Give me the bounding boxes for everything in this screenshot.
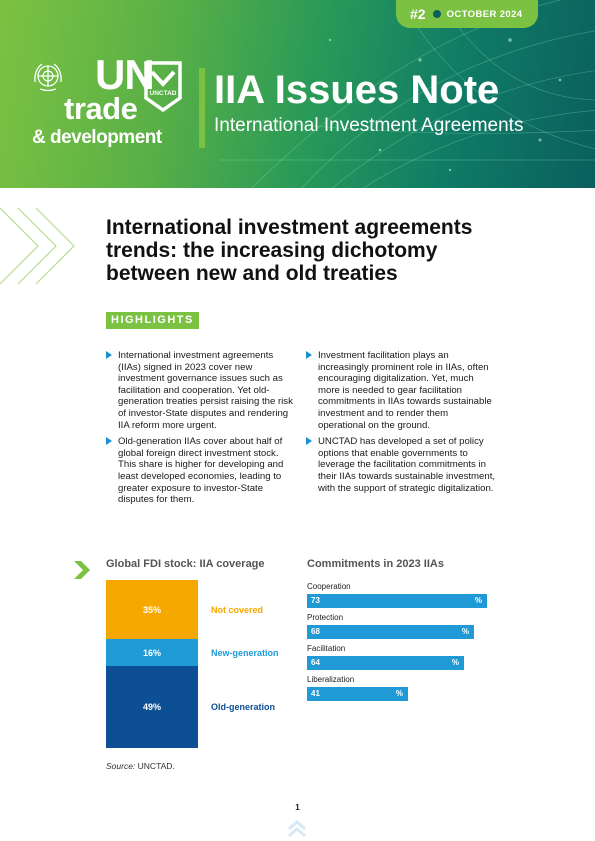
highlights-right-column — [306, 350, 496, 499]
commitment-label: Cooperation — [307, 582, 351, 591]
source-prefix: Source: — [106, 761, 136, 771]
commitments-bar-chart — [307, 582, 482, 706]
note-title: IIA Issues Note — [214, 68, 500, 112]
source-text: UNCTAD. — [135, 761, 175, 771]
commitment-row — [307, 582, 482, 613]
issue-number: #2 — [410, 6, 426, 22]
issue-tab — [396, 0, 538, 28]
header-banner — [0, 0, 595, 188]
issue-dot-icon — [433, 10, 441, 18]
commitment-value: 73 — [311, 596, 320, 605]
highlights-badge: HIGHLIGHTS — [106, 312, 199, 329]
segment-label-new-generation: New-generation — [211, 647, 279, 658]
commitment-row — [307, 613, 469, 644]
commitment-bar — [307, 687, 408, 701]
commitment-percent-sign: % — [461, 627, 469, 636]
commitment-label: Protection — [307, 613, 344, 622]
commitment-value: 64 — [311, 658, 320, 667]
commitment-value: 41 — [311, 689, 320, 698]
headline: International investment agreements trends: the increasing dichotomy between new and old treaties — [106, 216, 473, 285]
chevron-decoration-icon — [0, 206, 90, 286]
highlight-item: Old-generation IIAs cover about half of global foreign direct investment stock. This share is higher for developing and least developed economies, leading to greater exposure to investor-State disputes for them. — [106, 436, 296, 506]
bar-segment-not-covered: 35% — [106, 580, 198, 639]
commitment-percent-sign: % — [451, 658, 459, 667]
logo-un-text: UN — [95, 51, 154, 98]
commitment-row — [307, 644, 459, 675]
issue-date: OCTOBER 2024 — [446, 8, 523, 20]
segment-label-old-generation: Old-generation — [211, 702, 276, 712]
un-trade-development-logo — [32, 51, 182, 154]
commitment-label: Facilitation — [307, 644, 346, 653]
highlights-left-column — [106, 350, 296, 511]
bar-segment-old-generation: 49% — [106, 666, 198, 748]
title-divider — [199, 68, 205, 148]
figure-source — [106, 761, 175, 771]
commitment-percent-sign: % — [474, 596, 482, 605]
unctad-mark-icon — [143, 60, 183, 116]
commitments-chart-title: Commitments in 2023 IIAs — [307, 558, 444, 570]
highlight-item: International investment agreements (IIAs) signed in 2023 cover new investment governance issues such as facilitation and cooperation. Yet old-generation treaties persist raising the risk of investor-State disputes and rendering IIA reform more urgent. — [106, 350, 296, 431]
commitment-bar — [307, 625, 474, 639]
note-subtitle: International Investment Agreements — [214, 115, 524, 136]
highlight-item: Investment facilitation plays an increasingly prominent role in IIAs, often encouraging digitalization. Yet, much more is needed to gear facilitation commitments in IIAs towards sustainable investment and to render them operational on the ground. — [306, 350, 496, 431]
commitment-bar — [307, 656, 464, 670]
commitment-percent-sign: % — [395, 689, 403, 698]
back-to-top-icon[interactable] — [287, 820, 307, 838]
unctad-mark-text: UNCTAD — [149, 90, 177, 97]
page-number: 1 — [295, 803, 300, 812]
commitment-value: 68 — [311, 627, 320, 636]
logo-trade-text: trade — [64, 91, 138, 126]
commitment-bar — [307, 594, 487, 608]
figure-chevron-icon — [72, 559, 94, 581]
logo-development-text: & development — [32, 127, 162, 148]
un-emblem-icon — [32, 60, 64, 92]
bar-segment-new-generation: 16% — [106, 639, 198, 666]
fdi-coverage-chart-title: Global FDI stock: IIA coverage — [106, 558, 265, 570]
highlight-item: UNCTAD has developed a set of policy options that enable governments to leverage the facilitation commitments in their IIAs towards sustainable investment, with the support of strategic digitalization. — [306, 436, 496, 494]
fdi-coverage-stacked-bar — [106, 580, 198, 748]
commitment-label: Liberalization — [307, 675, 355, 684]
segment-label-not-covered: Not covered — [211, 604, 264, 615]
commitment-row — [307, 675, 403, 706]
